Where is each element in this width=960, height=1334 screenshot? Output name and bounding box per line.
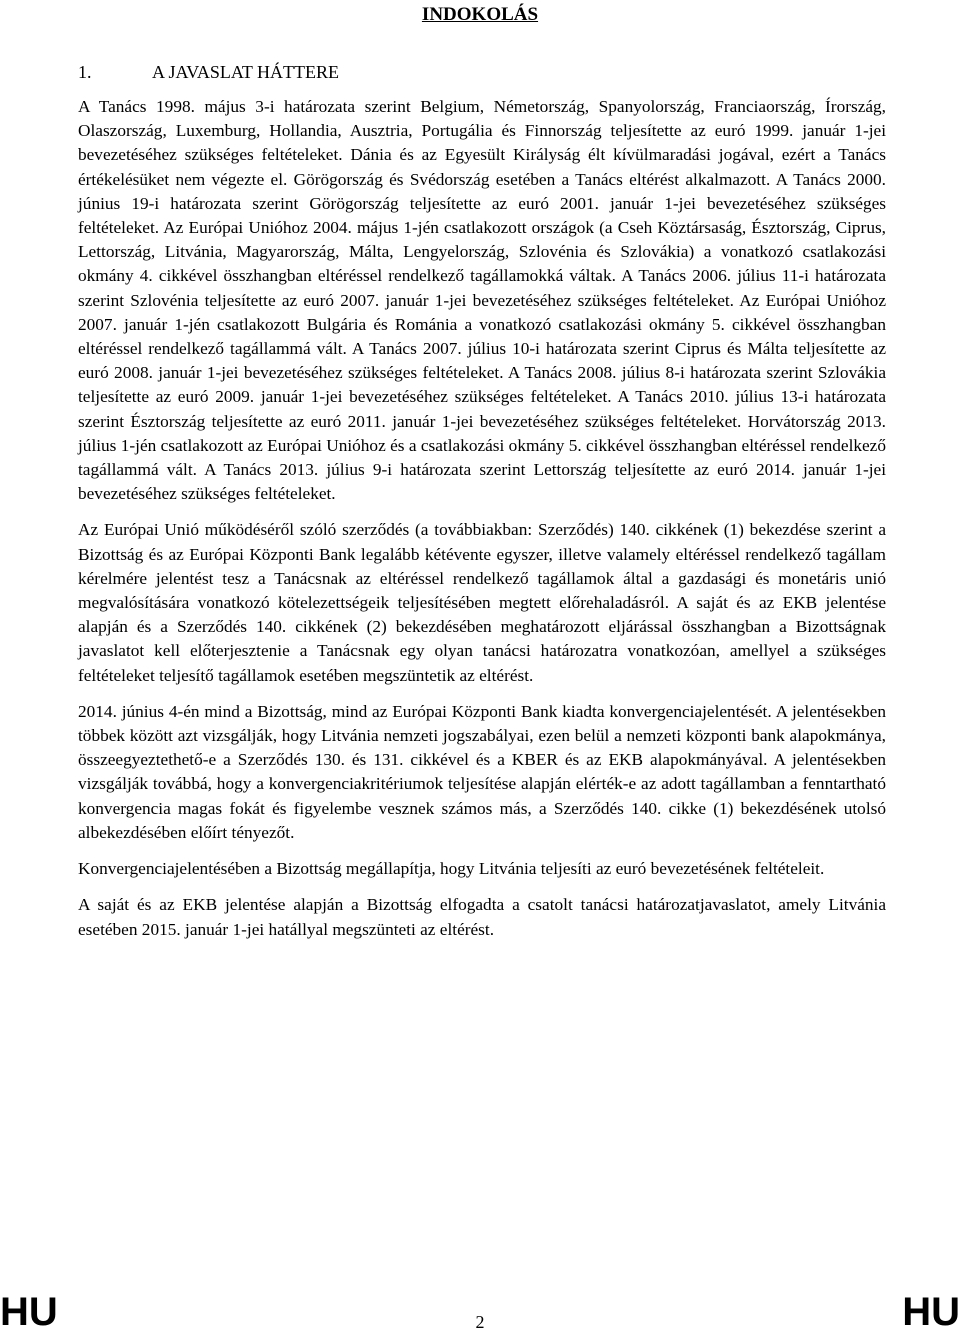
section-number: 1. (78, 62, 92, 82)
document-title: INDOKOLÁS (421, 4, 539, 25)
paragraph-proposal-adopted: A saját és az EKB jelentése alapján a Bizottság elfogadta a csatolt tanácsi határozatjavaslatot, amely Litvánia esetében 2015. január 1-jei hatállyal megszünteti az eltérést. (78, 895, 886, 939)
paragraph-treaty-article-140: Az Európai Unió működéséről szóló szerződés (a továbbiakban: Szerződés) 140. cikkének (1) bekezdése szerint a Bizottság és az Európai Központi Bank legalább kétévente egyszer, illetve valamely eltéréssel rendelkező tagállam kérelmére jelentést tesz a Tanácsnak az eltéréssel rendelkező tagállamok által a gazdasági és monetáris unió megvalósítására vonatkozó kötelezettségeik teljesítésében megtett előrehaladásról. A saját és az EKB jelentése alapján és a Szerződés 140. cikkének (2) bekezdésében meghatározott eljárással összhangban a Bizottságnak javaslatot kell előterjesztenie a Tanácsnak egy olyan tanácsi határozatra vonatkozóan, amellyel a szükséges feltételeket teljesítő tagállamok esetében megszüntetik az eltérést. (78, 520, 886, 685)
page-number: 2 (475, 1312, 485, 1332)
paragraph-background: A Tanács 1998. május 3-i határozata szerint Belgium, Németország, Spanyolország, Franciaország, Írország, Olaszország, Luxemburg, Hollandia, Ausztria, Portugália és Finnország teljesítette az euró 1999. január 1-jei bevezetéséhez szükséges feltételeket. Dánia és az Egyesült Királyság élt kívülmaradási jogával, ezért a Tanács értékelésüket nem végezte el. Görögország és Svédország esetében a Tanács eltérést alkalmazott. A Tanács 2000. június 19-i határozata szerint Görögország teljesítette az euró 2001. január 1-jei bevezetéséhez szükséges feltételeket. Az Európai Unióhoz 2004. május 1-jén csatlakozott országok (a Cseh Köztársaság, Észtország, Ciprus, Lettország, Litvánia, Magyarország, Málta, Lengyelország, Szlovénia és Szlovákia) a vonatkozó csatlakozási okmány 4. cikkével összhangban eltéréssel rendelkező tagállamokká váltak. A Tanács 2006. július 11-i határozata szerint Szlovénia teljesítette az euró 2007. január 1-jei bevezetéséhez szükséges feltételeket. Az Európai Unióhoz 2007. január 1-jén csatlakozott Bulgária és Románia a vonatkozó csatlakozási okmány 5. cikkével összhangban eltéréssel rendelkező tagállammá vált. A Tanács 2007. július 10-i határozata szerint Ciprus és Málta teljesítette az euró 2008. január 1-jei bevezetéséhez szükséges feltételeket. A Tanács 2008. július 8-i határozata szerint Szlovákia teljesítette az euró 2009. január 1-jei bevezetéséhez szükséges feltételeket. A Tanács 2010. július 13-i határozata szerint Észtország teljesítette az euró 2011. január 1-jei bevezetéséhez szükséges feltételeket. Horvátország 2013. július 1-jén csatlakozott az Európai Unióhoz és a csatlakozási okmány 5. cikkével összhangban eltéréssel rendelkező tagállammá vált. A Tanács 2013. július 9-i határozata szerint Lettország teljesítette az euró 2014. január 1-jei bevezetéséhez szükséges feltételeket. (78, 97, 886, 504)
footer-language-code-right: HU (902, 1290, 960, 1334)
footer-language-code-left: HU (0, 1290, 58, 1334)
document-body (78, 95, 886, 954)
section-title: A JAVASLAT HÁTTERE (152, 62, 340, 82)
paragraph-commission-finding: Konvergenciajelentésében a Bizottság megállapítja, hogy Litvánia teljesíti az euró bevezetésének feltételeit. (78, 859, 825, 879)
paragraph-convergence-reports: 2014. június 4-én mind a Bizottság, mind az Európai Központi Bank kiadta konvergenciajelentését. A jelentésekben többek között azt vizsgálják, hogy Litvánia nemzeti jogszabályai, ezen belül a nemzeti központi bank alapokmánya, összeegyeztethető-e a Szerződés 130. és 131. cikkével és a KBER és az EKB alapokmányával. A jelentésekben vizsgálják továbbá, hogy a konvergenciakritériumok teljesítése alapján elérték-e az adott tagállamban a fenntartható konvergencia magas fokát és figyelembe vesznek számos más, a Szerződés 140. cikke (1) bekezdésének utolsó albekezdésében előírt tényezőt. (78, 701, 886, 842)
section-heading (78, 60, 339, 84)
